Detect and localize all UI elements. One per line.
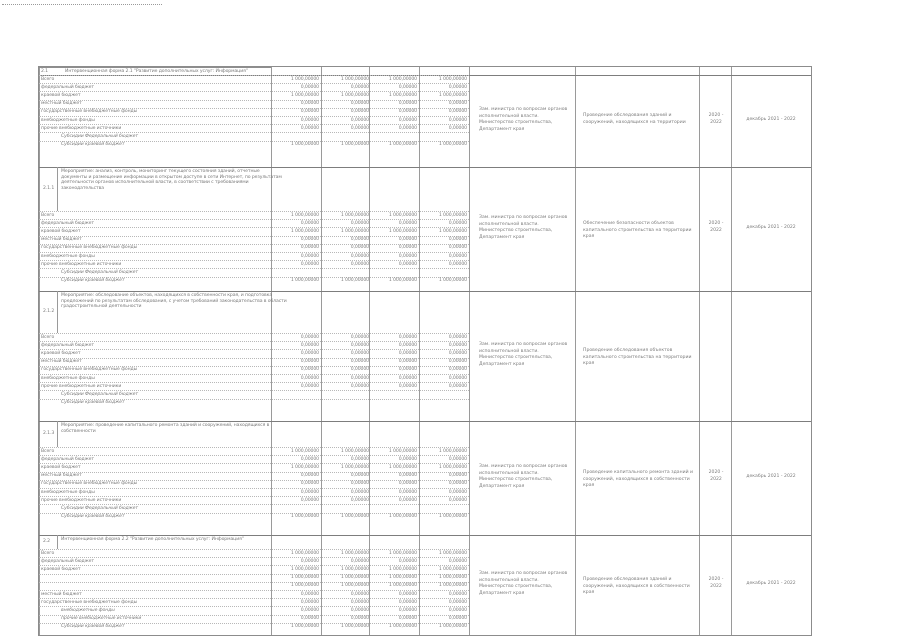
row-label: местный бюджет [41, 473, 82, 479]
value-cell: 0,00000 [350, 456, 369, 462]
value-cell: 0,00000 [300, 101, 319, 107]
section-number: 2.1.3 [43, 431, 55, 436]
value-cell: 1 000,00000 [388, 92, 417, 98]
value-cell: 0,00000 [448, 607, 467, 613]
row-label: местный бюджет [41, 101, 82, 107]
row-label: федеральный бюджет [41, 456, 94, 462]
value-cell: 0,00000 [398, 607, 417, 613]
row-label: федеральный бюджет [41, 220, 94, 226]
value-cell: 0,00000 [448, 599, 467, 605]
table-grid-line [469, 67, 470, 635]
value-cell: 0,00000 [398, 101, 417, 107]
value-cell: 1 000,00000 [340, 514, 369, 520]
value-cell: 1 000,00000 [290, 514, 319, 520]
row-label: Субсидии Федеральный бюджет [61, 133, 138, 139]
value-cell: 0,00000 [398, 375, 417, 381]
row-label: государственные внебюджетные фонды [41, 109, 138, 115]
value-cell: 0,00000 [398, 350, 417, 356]
value-cell: 0,00000 [300, 109, 319, 115]
section-number: 2.2 [43, 539, 51, 544]
row-label: Субсидии Федеральный бюджет [61, 391, 138, 397]
value-cell: 1 000,00000 [388, 228, 417, 234]
value-cell: 1 000,00000 [290, 228, 319, 234]
period-text: 2020 - 2022 [708, 577, 724, 589]
row-label: прочие внебюджетные источники [61, 616, 142, 622]
result-text: Обеспечение безопасности объектов капитального строительства на территории края [583, 221, 692, 240]
value-cell: 0,00000 [448, 375, 467, 381]
row-label: Субсидии краевой бюджет [61, 400, 125, 406]
value-cell: 1 000,00000 [290, 464, 319, 470]
value-cell: 1 000,00000 [388, 514, 417, 520]
row-label: краевой бюджет [41, 566, 81, 572]
value-cell: 0,00000 [398, 591, 417, 597]
deadline-text: декабрь 2021 - 2022 [746, 225, 796, 230]
value-cell: 0,00000 [448, 456, 467, 462]
table-grid-line [57, 535, 58, 549]
value-cell: 0,00000 [398, 342, 417, 348]
value-cell: 0,00000 [448, 237, 467, 243]
value-cell: 1 000,00000 [438, 583, 467, 589]
section-separator [39, 535, 811, 536]
value-cell: 0,00000 [350, 607, 369, 613]
value-cell: 1 000,00000 [340, 212, 369, 218]
value-cell: 0,00000 [300, 616, 319, 622]
row-label: внебюджетные фонды [41, 375, 95, 381]
value-cell: 0,00000 [398, 117, 417, 123]
value-cell: 0,00000 [300, 383, 319, 389]
value-cell: 0,00000 [300, 350, 319, 356]
value-cell: 0,00000 [300, 558, 319, 564]
value-cell: 1 000,00000 [340, 575, 369, 581]
value-cell: 0,00000 [300, 607, 319, 613]
value-cell: 0,00000 [350, 558, 369, 564]
value-cell: 0,00000 [398, 599, 417, 605]
value-cell: 0,00000 [300, 117, 319, 123]
value-cell: 1 000,00000 [388, 575, 417, 581]
value-cell: 0,00000 [448, 591, 467, 597]
result-text: Проведение обследования зданий и сооружений, находящихся в собственности края [583, 577, 690, 596]
row-label: местный бюджет [41, 359, 82, 365]
value-cell: 1 000,00000 [388, 448, 417, 454]
value-cell: 1 000,00000 [388, 278, 417, 284]
value-cell: 0,00000 [350, 497, 369, 503]
value-cell: 0,00000 [448, 334, 467, 340]
row-label: прочие внебюджетные источники [41, 497, 122, 503]
value-cell: 1 000,00000 [340, 624, 369, 630]
value-cell: 1 000,00000 [290, 76, 319, 82]
row-label: государственные внебюджетные фонды [41, 599, 138, 605]
value-cell: 1 000,00000 [340, 583, 369, 589]
row-label: Субсидии краевой бюджет [61, 278, 125, 284]
value-cell: 0,00000 [350, 342, 369, 348]
value-cell: 1 000,00000 [388, 212, 417, 218]
value-cell: 1 000,00000 [290, 212, 319, 218]
result-text: Проведение обследования объектов капитального строительства на территории края [583, 348, 692, 367]
value-cell: 0,00000 [300, 359, 319, 365]
value-cell: 0,00000 [300, 497, 319, 503]
value-cell: 0,00000 [350, 237, 369, 243]
row-label: федеральный бюджет [41, 84, 94, 90]
row-label: государственные внебюджетные фонды [41, 481, 138, 487]
header-title: Интервенционная форма 2.1 "Развитие дополнительных услуг: Информация" [65, 69, 248, 74]
value-cell: 1 000,00000 [388, 142, 417, 148]
row-label: краевой бюджет [41, 228, 81, 234]
row-label: местный бюджет [41, 591, 82, 597]
value-cell: 0,00000 [398, 334, 417, 340]
value-cell: 0,00000 [448, 261, 467, 267]
value-cell: 1 000,00000 [340, 448, 369, 454]
value-cell: 1 000,00000 [290, 92, 319, 98]
value-cell: 1 000,00000 [290, 142, 319, 148]
value-cell: 0,00000 [448, 253, 467, 259]
value-cell: 0,00000 [398, 558, 417, 564]
value-cell: 0,00000 [350, 359, 369, 365]
row-label: Всего [41, 76, 55, 82]
value-cell: 1 000,00000 [388, 624, 417, 630]
value-cell: 0,00000 [350, 591, 369, 597]
value-cell: 0,00000 [448, 383, 467, 389]
value-cell: 0,00000 [398, 359, 417, 365]
row-label: прочие внебюджетные источники [41, 383, 122, 389]
value-cell: 1 000,00000 [438, 550, 467, 556]
value-cell: 1 000,00000 [290, 566, 319, 572]
row-label: внебюджетные фонды [41, 253, 95, 259]
value-cell: 0,00000 [448, 117, 467, 123]
value-cell: 0,00000 [350, 101, 369, 107]
executor-text: Зам. министра по вопросам органов исполнительной власти. Министерство строительства, Департамент края [479, 571, 568, 596]
executor-text: Зам. министра по вопросам органов исполнительной власти. Министерство строительства, Департамент края [479, 464, 568, 489]
value-cell: 0,00000 [350, 350, 369, 356]
value-cell: 0,00000 [398, 125, 417, 131]
value-cell: 0,00000 [300, 245, 319, 251]
section-number: 2.1.2 [43, 309, 55, 314]
value-cell: 0,00000 [300, 220, 319, 226]
value-cell: 0,00000 [448, 473, 467, 479]
section-title: Мероприятие: анализ, контроль, мониторинг текущего состояния зданий, отчетные документы и размещение информации в открытом доступе в сети Интернет, по результатам деятельности органов исполнительной власти, в соответствии с требованиями законодательства [61, 169, 282, 191]
value-cell: 1 000,00000 [388, 583, 417, 589]
value-cell: 0,00000 [398, 367, 417, 373]
value-cell: 1 000,00000 [340, 550, 369, 556]
value-cell: 0,00000 [448, 616, 467, 622]
value-cell: 0,00000 [350, 367, 369, 373]
period-text: 2020 - 2022 [708, 113, 724, 125]
table-grid-line [57, 167, 58, 211]
executor-text: Зам. министра по вопросам органов исполнительной власти. Министерство строительства, Департамент края [479, 342, 568, 367]
value-cell: 0,00000 [398, 489, 417, 495]
value-cell: 1 000,00000 [290, 575, 319, 581]
deadline-text: декабрь 2021 - 2022 [746, 474, 796, 479]
value-cell: 0,00000 [448, 497, 467, 503]
header-number: 2.1 [41, 69, 49, 74]
value-cell: 1 000,00000 [290, 448, 319, 454]
value-cell: 1 000,00000 [388, 566, 417, 572]
value-cell: 0,00000 [350, 383, 369, 389]
value-cell: 0,00000 [350, 117, 369, 123]
row-label: Субсидии краевой бюджет [61, 142, 125, 148]
value-cell: 0,00000 [448, 359, 467, 365]
value-cell: 0,00000 [350, 220, 369, 226]
period-text: 2020 - 2022 [708, 470, 724, 482]
value-cell: 0,00000 [448, 84, 467, 90]
value-cell: 0,00000 [350, 334, 369, 340]
value-cell: 1 000,00000 [340, 142, 369, 148]
row-label: Всего [41, 212, 55, 218]
row-label: федеральный бюджет [41, 342, 94, 348]
value-cell: 1 000,00000 [438, 92, 467, 98]
section-title: Мероприятие: проведение капитального ремонта зданий и сооружений, находящихся в собственности [61, 423, 270, 434]
value-cell: 1 000,00000 [438, 142, 467, 148]
value-cell: 1 000,00000 [438, 448, 467, 454]
row-label: Всего [41, 334, 55, 340]
row-label: государственные внебюджетные фонды [41, 245, 138, 251]
value-cell: 1 000,00000 [438, 212, 467, 218]
section-separator [39, 167, 811, 168]
header-dotted-line [2, 4, 162, 11]
value-cell: 0,00000 [398, 109, 417, 115]
value-cell: 0,00000 [448, 481, 467, 487]
section-separator [39, 421, 811, 422]
value-cell: 0,00000 [448, 101, 467, 107]
row-label: краевой бюджет [41, 350, 81, 356]
value-cell: 0,00000 [350, 489, 369, 495]
value-cell: 0,00000 [300, 342, 319, 348]
value-cell: 0,00000 [350, 473, 369, 479]
value-cell: 1 000,00000 [388, 76, 417, 82]
row-label: Всего [41, 448, 55, 454]
value-cell: 0,00000 [300, 125, 319, 131]
value-cell: 0,00000 [398, 220, 417, 226]
period-text: 2020 - 2022 [708, 221, 724, 233]
row-label: краевой бюджет [41, 92, 81, 98]
value-cell: 0,00000 [448, 125, 467, 131]
row-label: прочие внебюджетные источники [41, 125, 122, 131]
value-cell: 1 000,00000 [438, 76, 467, 82]
value-cell: 0,00000 [398, 245, 417, 251]
value-cell: 0,00000 [448, 342, 467, 348]
value-cell: 0,00000 [350, 125, 369, 131]
value-cell: 0,00000 [300, 367, 319, 373]
value-cell: 1 000,00000 [340, 566, 369, 572]
value-cell: 0,00000 [350, 261, 369, 267]
value-cell: 0,00000 [350, 375, 369, 381]
value-cell: 0,00000 [300, 375, 319, 381]
row-label: краевой бюджет [41, 464, 81, 470]
value-cell: 0,00000 [398, 497, 417, 503]
deadline-text: декабрь 2021 - 2022 [746, 117, 796, 122]
value-cell: 0,00000 [350, 253, 369, 259]
row-label: Субсидии Федеральный бюджет [61, 505, 138, 511]
row-label: Субсидии Федеральный бюджет [61, 269, 138, 275]
value-cell: 1 000,00000 [438, 514, 467, 520]
value-cell: 0,00000 [448, 245, 467, 251]
value-cell: 1 000,00000 [438, 624, 467, 630]
section-number: 2.1.1 [43, 186, 55, 191]
value-cell: 0,00000 [300, 456, 319, 462]
row-label: Субсидии краевой бюджет [61, 514, 125, 520]
row-label: государственные внебюджетные фонды [41, 367, 138, 373]
section-title: Интервенционная форма 2.2 "Развитие дополнительных услуг: Информация" [61, 537, 244, 542]
value-cell: 1 000,00000 [340, 76, 369, 82]
section-title: Мероприятие: обследование объектов, находящихся в собственности края, и подготовка предложений по результатам обследования, с учетом требований законодательства в области градостроительной деятельности [61, 293, 287, 310]
value-cell: 0,00000 [448, 489, 467, 495]
value-cell: 1 000,00000 [290, 624, 319, 630]
value-cell: 0,00000 [350, 245, 369, 251]
value-cell: 0,00000 [300, 84, 319, 90]
value-cell: 1 000,00000 [290, 278, 319, 284]
value-cell: 1 000,00000 [438, 278, 467, 284]
section-separator [39, 291, 811, 292]
value-cell: 0,00000 [350, 481, 369, 487]
row-label: Субсидии краевой бюджет [61, 624, 125, 630]
value-cell: 0,00000 [350, 84, 369, 90]
value-cell: 0,00000 [300, 481, 319, 487]
value-cell: 0,00000 [398, 237, 417, 243]
value-cell: 0,00000 [300, 591, 319, 597]
value-cell: 0,00000 [398, 261, 417, 267]
value-cell: 1 000,00000 [438, 464, 467, 470]
value-cell: 1 000,00000 [340, 464, 369, 470]
value-cell: 0,00000 [398, 616, 417, 622]
value-cell: 0,00000 [350, 599, 369, 605]
deadline-text: декабрь 2021 - 2022 [746, 581, 796, 586]
table-grid-line [699, 67, 700, 635]
value-cell: 1 000,00000 [340, 278, 369, 284]
value-cell: 0,00000 [300, 253, 319, 259]
row-label: федеральный бюджет [41, 558, 94, 564]
value-cell: 0,00000 [398, 253, 417, 259]
row-label: внебюджетные фонды [41, 117, 95, 123]
value-cell: 0,00000 [300, 473, 319, 479]
result-text: Проведение обследования зданий и сооружений, находящихся на территории [583, 113, 686, 125]
row-label: местный бюджет [41, 237, 82, 243]
value-cell: 0,00000 [350, 109, 369, 115]
executor-text: Зам. министра по вопросам органов исполнительной власти. Министерство строительства, Департамент края [479, 107, 568, 132]
value-cell: 0,00000 [398, 84, 417, 90]
value-cell: 0,00000 [398, 383, 417, 389]
row-label: внебюджетные фонды [41, 489, 95, 495]
value-cell: 0,00000 [300, 489, 319, 495]
value-cell: 0,00000 [300, 599, 319, 605]
value-cell: 0,00000 [398, 473, 417, 479]
value-cell: 1 000,00000 [438, 575, 467, 581]
table-grid-line [57, 291, 58, 333]
table-grid-line [731, 67, 732, 635]
value-cell: 0,00000 [300, 237, 319, 243]
program-table [38, 66, 812, 636]
table-grid-line [39, 67, 271, 68]
value-cell: 1 000,00000 [290, 583, 319, 589]
value-cell: 1 000,00000 [290, 550, 319, 556]
value-cell: 1 000,00000 [340, 228, 369, 234]
value-cell: 1 000,00000 [388, 464, 417, 470]
row-label: внебюджетные фонды [61, 607, 115, 613]
row-label: Всего [41, 550, 55, 556]
table-grid-line [575, 67, 576, 635]
value-cell: 1 000,00000 [388, 550, 417, 556]
table-grid-line [57, 421, 58, 447]
value-cell: 0,00000 [300, 261, 319, 267]
value-cell: 0,00000 [448, 220, 467, 226]
row-label: прочие внебюджетные источники [41, 261, 122, 267]
value-cell: 0,00000 [448, 109, 467, 115]
value-cell: 0,00000 [448, 350, 467, 356]
value-cell: 0,00000 [448, 367, 467, 373]
executor-text: Зам. министра по вопросам органов исполнительной власти. Министерство строительства, Департамент края [479, 215, 568, 240]
value-cell: 1 000,00000 [340, 92, 369, 98]
value-cell: 1 000,00000 [438, 566, 467, 572]
value-cell: 0,00000 [300, 334, 319, 340]
value-cell: 0,00000 [350, 616, 369, 622]
result-text: Проведение капитального ремонта зданий и сооружений, находящихся в собственности края [583, 470, 694, 489]
value-cell: 0,00000 [398, 456, 417, 462]
value-cell: 0,00000 [398, 481, 417, 487]
value-cell: 1 000,00000 [438, 228, 467, 234]
value-cell: 0,00000 [448, 558, 467, 564]
